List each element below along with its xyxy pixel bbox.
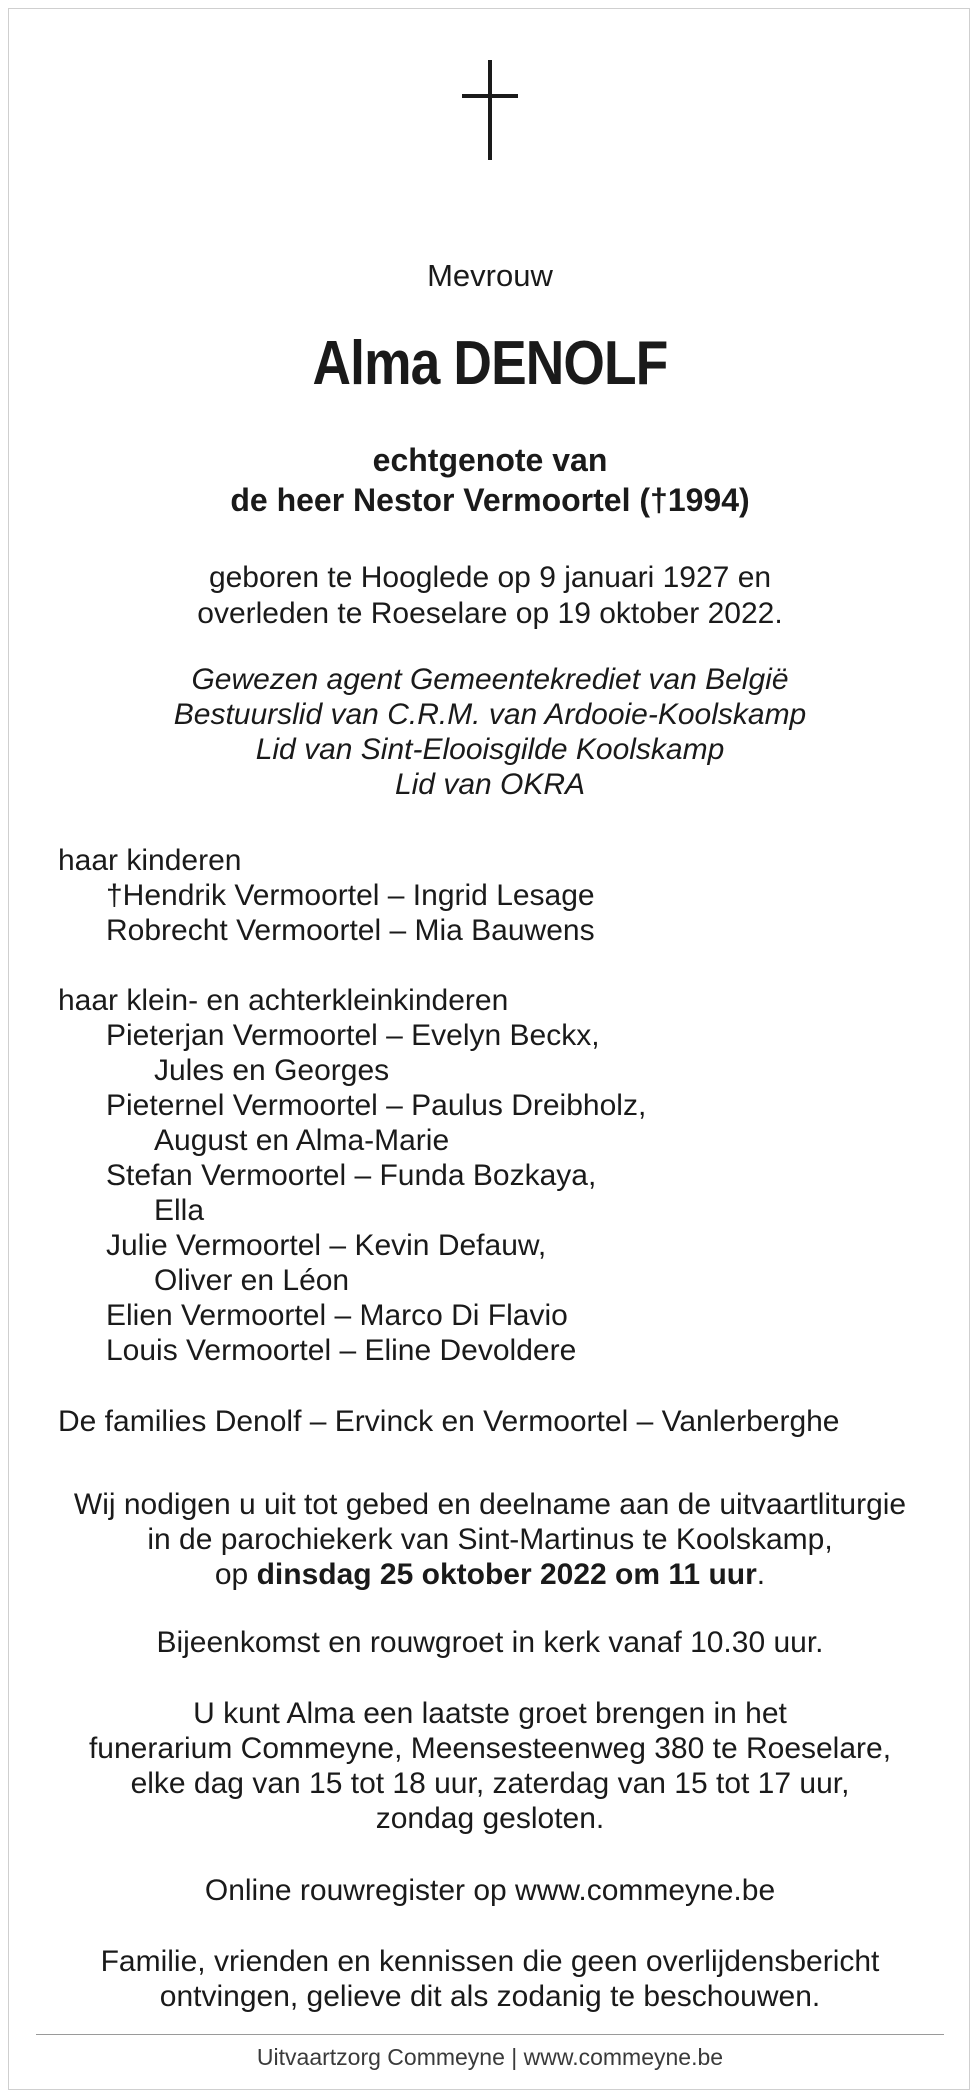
grandchild-couple: Julie Vermoortel – Kevin Defauw, bbox=[106, 1229, 547, 1262]
families-line: De families Denolf – Ervinck en Vermoortel – Vanlerberghe bbox=[58, 1405, 840, 1438]
child-item: †Hendrik Vermoortel – Ingrid Lesage bbox=[106, 879, 595, 912]
visit-line: elke dag van 15 tot 18 uur, zaterdag van 15 tot 17 uur, bbox=[130, 1767, 850, 1800]
death-line: overleden te Roeselare op 19 oktober 2022. bbox=[197, 597, 783, 630]
child-item: Robrecht Vermoortel – Mia Bauwens bbox=[106, 914, 595, 947]
role-item: Lid van OKRA bbox=[394, 768, 586, 801]
honorific-title: Mevrouw bbox=[427, 258, 553, 293]
children-heading: haar kinderen bbox=[58, 844, 242, 877]
role-item: Bestuurslid van C.R.M. van Ardooie-Koolskamp bbox=[173, 698, 807, 731]
life-dates bbox=[0, 560, 980, 632]
great-grandchildren: Oliver en Léon bbox=[154, 1264, 350, 1297]
grandchildren-section bbox=[58, 983, 646, 1368]
deceased-name: Alma DENOLF bbox=[312, 329, 668, 398]
role-item: Gewezen agent Gemeentekrediet van België bbox=[191, 663, 789, 696]
grandchild-couple: Elien Vermoortel – Marco Di Flavio bbox=[106, 1299, 568, 1332]
funeral-invitation bbox=[0, 1487, 980, 1592]
online-register: Online rouwregister op www.commeyne.be bbox=[204, 1874, 776, 1907]
grandchild-couple: Stefan Vermoortel – Funda Bozkaya, bbox=[106, 1159, 597, 1192]
spouse-line-2: de heer Nestor Vermoortel (†1994) bbox=[230, 482, 750, 518]
birth-line: geboren te Hooglede op 9 januari 1927 en bbox=[208, 561, 772, 594]
latin-cross-icon bbox=[460, 60, 520, 160]
spouse-info bbox=[0, 440, 980, 520]
gathering-info: Bijeenkomst en rouwgroet in kerk vanaf 10.30 uur. bbox=[156, 1626, 824, 1659]
children-section bbox=[58, 843, 595, 948]
visit-line: funerarium Commeyne, Meensesteenweg 380 te Roeselare, bbox=[88, 1732, 892, 1765]
roles-list bbox=[0, 662, 980, 802]
great-grandchildren: Jules en Georges bbox=[154, 1054, 390, 1087]
spouse-line-1: echtgenote van bbox=[372, 442, 608, 478]
grandchild-couple: Pieternel Vermoortel – Paulus Dreibholz, bbox=[106, 1089, 647, 1122]
visit-line: U kunt Alma een laatste groet brengen in het bbox=[193, 1697, 787, 1730]
funeral-datetime: dinsdag 25 oktober 2022 om 11 uur bbox=[256, 1558, 757, 1591]
footer-text: Uitvaartzorg Commeyne | www.commeyne.be bbox=[256, 2044, 724, 2070]
note-line: Familie, vrienden en kennissen die geen overlijdensbericht bbox=[100, 1945, 880, 1978]
grandchild-couple: Louis Vermoortel – Eline Devoldere bbox=[106, 1334, 577, 1367]
invitation-suffix: . bbox=[756, 1558, 766, 1591]
role-item: Lid van Sint-Elooisgilde Koolskamp bbox=[255, 733, 725, 766]
invitation-prefix: op bbox=[214, 1558, 257, 1591]
grandchild-couple: Pieterjan Vermoortel – Evelyn Beckx, bbox=[106, 1019, 600, 1052]
visitation-info bbox=[0, 1696, 980, 1836]
footer-divider bbox=[36, 2034, 944, 2035]
invitation-line-3 bbox=[0, 1557, 980, 1592]
invitation-line-1: Wij nodigen u uit tot gebed en deelname aan de uitvaartliturgie bbox=[73, 1488, 907, 1521]
note-line: ontvingen, gelieve dit als zodanig te beschouwen. bbox=[159, 1980, 821, 2013]
grandchildren-heading: haar klein- en achterkleinkinderen bbox=[58, 984, 509, 1017]
great-grandchildren: August en Alma-Marie bbox=[154, 1124, 450, 1157]
invitation-line-2: in de parochiekerk van Sint-Martinus te Koolskamp, bbox=[147, 1523, 833, 1556]
visit-line: zondag gesloten. bbox=[375, 1802, 605, 1835]
great-grandchildren: Ella bbox=[154, 1194, 205, 1227]
closing-note bbox=[0, 1944, 980, 2014]
